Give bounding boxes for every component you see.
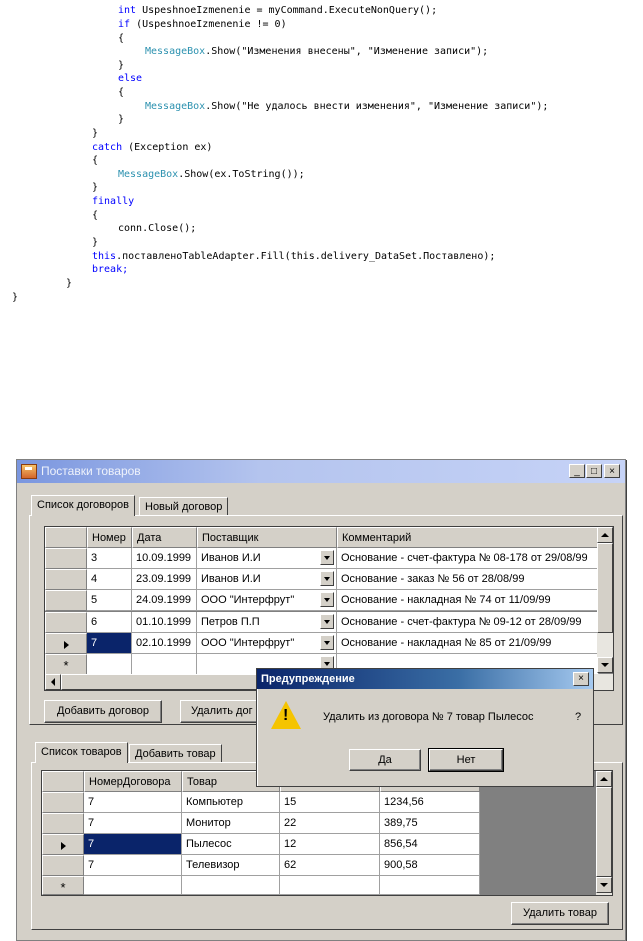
grid-cell[interactable]: 6: [87, 612, 132, 633]
grid-cell[interactable]: 22: [280, 813, 380, 834]
table-row[interactable]: [45, 569, 597, 591]
grid-cell[interactable]: [87, 654, 132, 675]
dialog-close-button[interactable]: ×: [573, 672, 589, 686]
code-line: if (UspeshnoeIzmenenie != 0): [118, 19, 287, 30]
grid-cell[interactable]: 389,75: [380, 813, 480, 834]
yes-button[interactable]: Да: [349, 749, 421, 771]
grid-cell[interactable]: [182, 876, 280, 895]
grid-cell[interactable]: 12: [280, 834, 380, 855]
scroll-up-icon[interactable]: [596, 771, 612, 787]
scroll-down-icon[interactable]: [597, 657, 613, 673]
new-row-marker: *: [42, 876, 84, 895]
code-line: conn.Close();: [118, 223, 197, 234]
code-line: finally: [92, 196, 135, 207]
grid-cell[interactable]: Основание - накладная № 74 от 11/09/99: [337, 590, 599, 611]
table-row[interactable]: [42, 855, 596, 877]
header-corner: [42, 771, 84, 792]
vertical-scrollbar[interactable]: [597, 527, 613, 673]
grid-cell[interactable]: Основание - счет-фактура № 09-12 от 28/09/99: [337, 612, 599, 633]
delete-goods-button[interactable]: Удалить товар: [511, 902, 609, 925]
column-header[interactable]: Товар: [182, 771, 280, 792]
code-line: }: [92, 182, 99, 193]
grid-cell[interactable]: ООО "Интерфрут": [197, 590, 337, 611]
grid-cell[interactable]: 24.09.1999: [132, 590, 197, 611]
grid-cell[interactable]: 900,58: [380, 855, 480, 876]
window-title: Поставки товаров: [41, 464, 141, 478]
contracts-grid: [44, 526, 614, 691]
grid-cell[interactable]: Монитор: [182, 813, 280, 834]
code-line: {: [92, 155, 99, 166]
grid-cell[interactable]: 10.09.1999: [132, 548, 197, 569]
header-corner: [45, 527, 87, 548]
grid-cell[interactable]: 62: [280, 855, 380, 876]
table-row[interactable]: [42, 834, 596, 856]
grid-cell[interactable]: Основание - счет-фактура № 08-178 от 29/08/99: [337, 548, 599, 569]
table-row[interactable]: [42, 792, 596, 814]
row-header[interactable]: [45, 633, 87, 654]
row-header[interactable]: [42, 855, 84, 876]
close-button[interactable]: ×: [604, 464, 620, 478]
grid-cell[interactable]: [84, 876, 182, 895]
vertical-scrollbar[interactable]: [596, 771, 612, 895]
title-bar[interactable]: [17, 460, 625, 483]
code-line: }: [92, 128, 99, 139]
row-header[interactable]: [45, 548, 87, 569]
code-line: }: [118, 114, 125, 125]
code-line: break;: [92, 264, 129, 275]
grid-cell[interactable]: Иванов И.И: [197, 548, 337, 569]
grid-cell[interactable]: 15: [280, 792, 380, 813]
grid-cell[interactable]: Основание - заказ № 56 от 28/08/99: [337, 569, 599, 590]
grid-header-row: [45, 527, 597, 549]
column-header[interactable]: НомерДоговора: [84, 771, 182, 792]
grid-cell[interactable]: Пылесос: [182, 834, 280, 855]
grid-cell[interactable]: 7: [84, 834, 182, 855]
code-listing: [0, 0, 643, 320]
tab-new-contract[interactable]: Новый договор: [139, 497, 228, 516]
code-line: {: [118, 33, 125, 44]
grid-cell[interactable]: 5: [87, 590, 132, 611]
no-button[interactable]: Нет: [429, 749, 503, 771]
tab-goods-list[interactable]: Список товаров: [35, 742, 128, 763]
column-header[interactable]: Дата: [132, 527, 197, 548]
grid-cell[interactable]: [380, 876, 480, 895]
grid-cell[interactable]: Компьютер: [182, 792, 280, 813]
grid-cell[interactable]: 7: [84, 792, 182, 813]
row-header[interactable]: [42, 813, 84, 834]
code-line: this.поставленоTableAdapter.Fill(this.delivery_DataSet.Поставлено);: [92, 251, 496, 262]
code-line: }: [12, 292, 19, 303]
minimize-button[interactable]: _: [569, 464, 585, 478]
row-header[interactable]: [45, 612, 87, 633]
table-row[interactable]: [45, 612, 597, 634]
grid-cell[interactable]: 7: [87, 633, 132, 654]
grid-cell[interactable]: 1234,56: [380, 792, 480, 813]
row-header[interactable]: [45, 590, 87, 611]
column-header[interactable]: Комментарий: [337, 527, 599, 548]
combo-dropdown-icon[interactable]: [320, 571, 334, 586]
maximize-button[interactable]: □: [586, 464, 602, 478]
grid-cell[interactable]: Основание - накладная № 85 от 21/09/99: [337, 633, 599, 654]
code-line: MessageBox.Show("Изменения внесены", "Изменение записи");: [145, 46, 489, 57]
column-header[interactable]: Поставщик: [197, 527, 337, 548]
combo-dropdown-icon[interactable]: [320, 550, 334, 565]
code-line: catch (Exception ex): [92, 142, 213, 153]
combo-dropdown-icon[interactable]: [320, 614, 334, 629]
code-line: {: [118, 87, 125, 98]
scroll-up-icon[interactable]: [597, 527, 613, 543]
code-line: else: [118, 73, 143, 84]
grid-cell[interactable]: ООО "Интерфрут": [197, 633, 337, 654]
grid-cell[interactable]: 3: [87, 548, 132, 569]
combo-dropdown-icon[interactable]: [320, 592, 334, 607]
code-line: {: [92, 210, 99, 221]
hscroll-thumb[interactable]: [61, 674, 281, 690]
code-line: MessageBox.Show("Не удалось внести изменения", "Изменение записи");: [145, 101, 549, 112]
code-line: }: [118, 60, 125, 71]
row-header[interactable]: [42, 834, 84, 855]
current-row-icon: [64, 641, 69, 649]
column-header[interactable]: Номер: [87, 527, 132, 548]
grid-cell[interactable]: 02.10.1999: [132, 633, 197, 654]
scroll-left-icon[interactable]: [45, 674, 61, 690]
warning-dialog: [256, 668, 594, 787]
add-contract-button[interactable]: Добавить договор: [44, 700, 162, 723]
combo-dropdown-icon[interactable]: [320, 635, 334, 650]
scroll-thumb[interactable]: [597, 543, 613, 633]
grid-cell[interactable]: Петров П.П: [197, 612, 337, 633]
table-row[interactable]: [45, 590, 597, 612]
dialog-message: Удалить из договора № 7 товар Пылесос: [323, 711, 534, 723]
grid-cell[interactable]: Иванов И.И: [197, 569, 337, 590]
table-row[interactable]: [45, 633, 597, 655]
delete-contract-button[interactable]: Удалить дог: [180, 700, 260, 723]
goods-grid: [41, 770, 613, 896]
dialog-title: Предупреждение: [261, 673, 355, 685]
grid-cell[interactable]: 856,54: [380, 834, 480, 855]
row-header[interactable]: [45, 569, 87, 590]
table-row[interactable]: [42, 813, 596, 835]
grid-cell[interactable]: 7: [84, 855, 182, 876]
code-line: MessageBox.Show(ex.ToString());: [118, 169, 305, 180]
dialog-message-suffix: ?: [575, 711, 582, 723]
row-header[interactable]: [42, 792, 84, 813]
code-line: }: [92, 237, 99, 248]
grid-cell[interactable]: [280, 876, 380, 895]
tab-contracts-list[interactable]: Список договоров: [31, 495, 135, 516]
code-line: }: [66, 278, 73, 289]
grid-cell[interactable]: 4: [87, 569, 132, 590]
new-row-marker: *: [45, 654, 87, 675]
tab-add-goods[interactable]: Добавить товар: [129, 744, 222, 763]
grid-cell[interactable]: 23.09.1999: [132, 569, 197, 590]
dialog-title-bar[interactable]: [257, 669, 593, 689]
grid-cell[interactable]: [132, 654, 197, 675]
current-row-icon: [61, 842, 66, 850]
grid-cell[interactable]: 01.10.1999: [132, 612, 197, 633]
app-icon: [21, 464, 37, 479]
scroll-down-icon[interactable]: [596, 877, 612, 893]
grid-cell[interactable]: 7: [84, 813, 182, 834]
scroll-thumb[interactable]: [596, 787, 612, 877]
new-row[interactable]: [42, 876, 596, 896]
table-row[interactable]: [45, 548, 597, 570]
warning-icon: !: [271, 701, 301, 729]
code-line: int UspeshnoeIzmenenie = myCommand.ExecuteNonQuery();: [118, 5, 438, 16]
grid-cell[interactable]: Телевизор: [182, 855, 280, 876]
